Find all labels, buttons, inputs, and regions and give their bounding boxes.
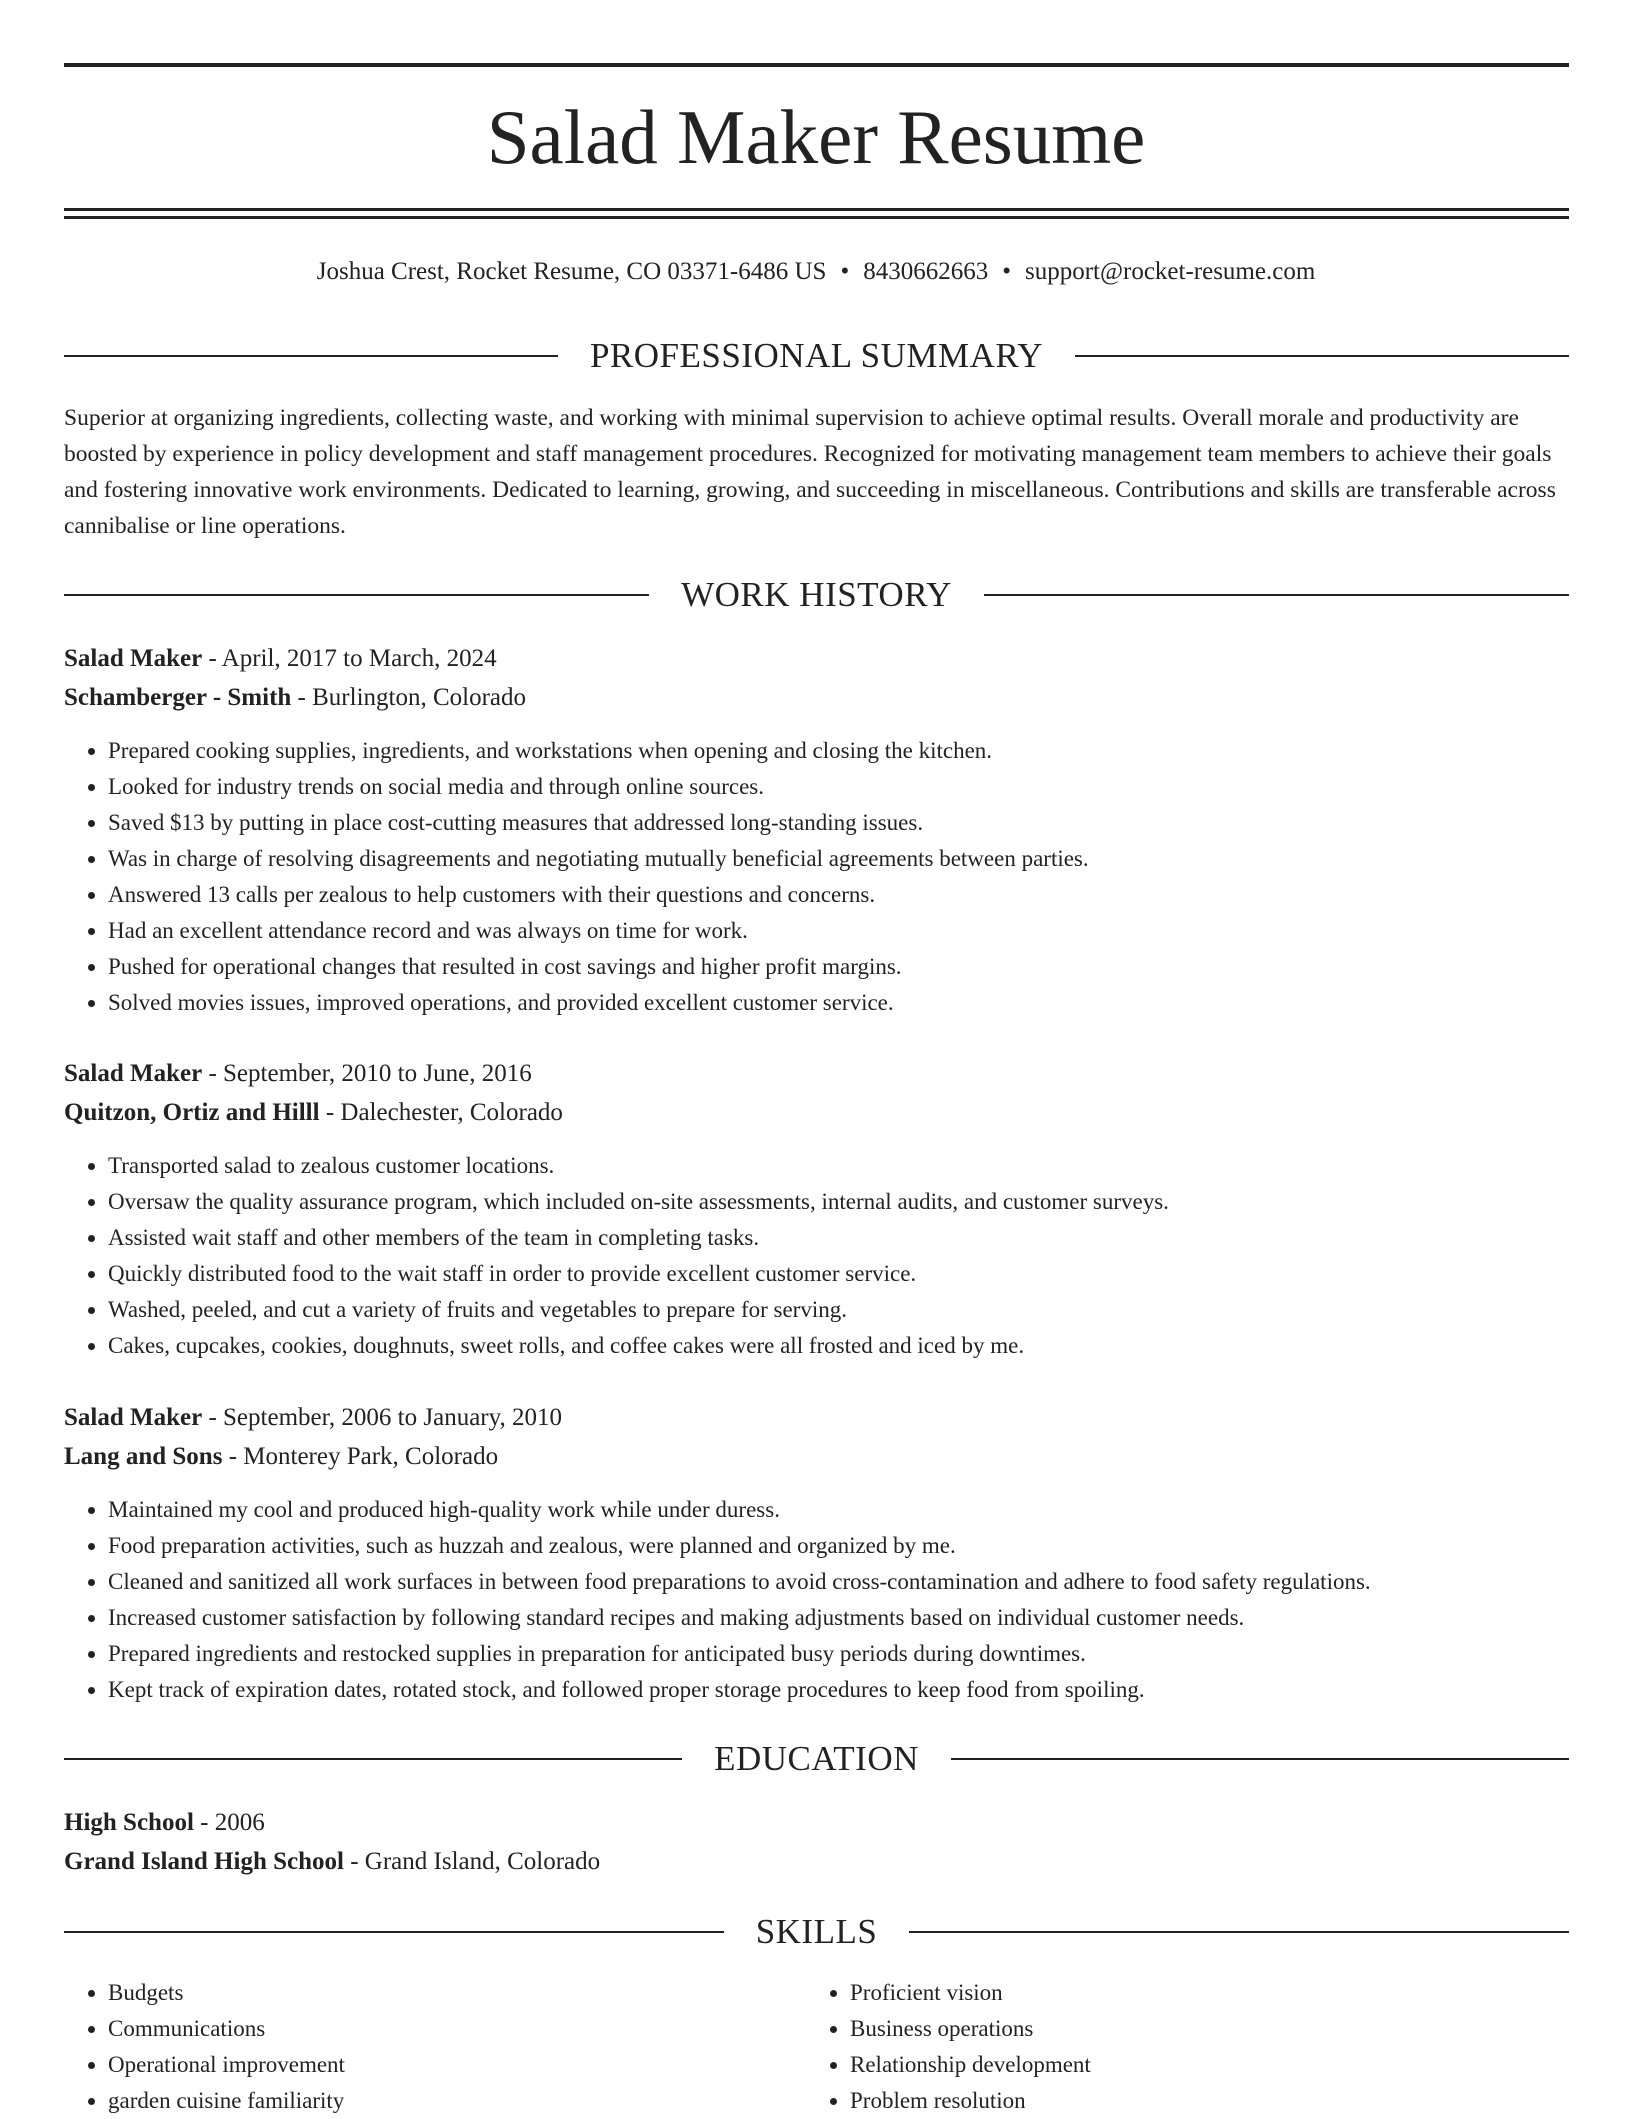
job-company: Schamberger - Smith (64, 684, 292, 711)
skills-list-left (64, 1975, 808, 2119)
list-item: • Quickly distributed food to the wait staff in order to provide excellent customer service. (108, 1256, 1613, 1292)
section-title: PROFESSIONAL SUMMARY (589, 336, 1044, 375)
list-item: • Cakes, cupcakes, cookies, doughnuts, sweet rolls, and coffee cakes were all frosted and iced by me. (108, 1328, 1613, 1364)
list-item: • Prepared cooking supplies, ingredients, and workstations when opening and closing the kitchen. (108, 733, 1613, 769)
summary-text: Superior at organizing ingredients, collecting waste, and working with minimal supervision to achieve optimal results. Overall morale and productivity are boosted by experience in policy development and staff management procedures. Recognized for motivating management team members to achieve their goals and fostering innovative work environments. Dedicated to learning, growing, and succeeding in miscellaneous. Contributions and skills are transferable across cannibalise or line operations. (64, 405, 1556, 539)
skill-item: • Budgets (108, 1975, 808, 2011)
education-school: Grand Island High School (64, 1848, 344, 1875)
job-title: Salad Maker (64, 645, 203, 672)
list-item: • Had an excellent attendance record and was always on time for work. (108, 913, 1613, 949)
section-heading-skills (64, 1910, 1569, 1954)
skill-item: • garden cuisine familiarity (108, 2083, 808, 2119)
section-title: WORK HISTORY (681, 575, 952, 614)
job-dates: - April, 2017 to March, 2024 (202, 645, 497, 672)
education-year: - 2006 (193, 1809, 265, 1836)
job-location: - Monterey Park, Colorado (222, 1443, 499, 1470)
list-item: • Saved $13 by putting in place cost-cutting measures that addressed long-standing issues. (108, 805, 1613, 841)
education-school-line (64, 1844, 1569, 1880)
job-title-line (64, 641, 1569, 677)
education-degree: High School (64, 1809, 194, 1836)
list-item: • Looked for industry trends on social media and through online sources. (108, 769, 1613, 805)
contact-phone: 8430662663 (863, 258, 989, 285)
contact-separator: • (1002, 258, 1011, 285)
list-item: • Increased customer satisfaction by following standard recipes and making adjustments based on individual customer needs. (108, 1600, 1613, 1636)
divider-line (984, 594, 1569, 596)
job-dates: - September, 2006 to January, 2010 (202, 1404, 563, 1431)
skill-item: • Communications (108, 2011, 808, 2047)
skill-item: • Proficient vision (850, 1975, 1550, 2011)
divider-line (64, 1931, 724, 1933)
list-item: • Washed, peeled, and cut a variety of fruits and vegetables to prepare for serving. (108, 1292, 1613, 1328)
divider-line (951, 1758, 1569, 1760)
job-bullets (64, 1492, 1613, 1708)
job-location: - Burlington, Colorado (291, 684, 527, 711)
list-item: • Was in charge of resolving disagreements and negotiating mutually beneficial agreements between parties. (108, 841, 1613, 877)
section-heading-summary (64, 334, 1569, 378)
job-bullets (64, 1148, 1613, 1364)
list-item: • Oversaw the quality assurance program, which included on-site assessments, internal audits, and customer surveys. (108, 1184, 1613, 1220)
list-item: • Answered 13 calls per zealous to help customers with their questions and concerns. (108, 877, 1613, 913)
list-item: • Cleaned and sanitized all work surfaces in between food preparations to avoid cross-contamination and adhere to food safety regulations. (108, 1564, 1613, 1600)
job-location: - Dalechester, Colorado (319, 1099, 563, 1126)
section-heading-work-history (64, 573, 1569, 617)
resume-title: Salad Maker Resume (486, 94, 1146, 180)
job-dates: - September, 2010 to June, 2016 (202, 1060, 532, 1087)
job-title: Salad Maker (64, 1060, 203, 1087)
skill-item: • Relationship development (850, 2047, 1550, 2083)
list-item: • Pushed for operational changes that resulted in cost savings and higher profit margins. (108, 949, 1613, 985)
list-item: • Solved movies issues, improved operations, and provided excellent customer service. (108, 985, 1613, 1021)
job-title-line (64, 1056, 1569, 1092)
education-location: - Grand Island, Colorado (343, 1848, 601, 1875)
list-item: • Food preparation activities, such as huzzah and zealous, were planned and organized by me. (108, 1528, 1613, 1564)
section-heading-education (64, 1737, 1569, 1781)
divider-line (1075, 355, 1569, 357)
title-rule-lower (64, 216, 1569, 219)
skill-item: • Operational improvement (108, 2047, 808, 2083)
job-bullets (64, 733, 1613, 1021)
list-item: • Transported salad to zealous customer locations. (108, 1148, 1613, 1184)
skill-item: • Business operations (850, 2011, 1550, 2047)
list-item: • Prepared ingredients and restocked supplies in preparation for anticipated busy periods during downtimes. (108, 1636, 1613, 1672)
divider-line (909, 1931, 1569, 1933)
job-company-line (64, 1439, 1569, 1475)
divider-line (64, 594, 649, 596)
list-item: • Assisted wait staff and other members of the team in completing tasks. (108, 1220, 1613, 1256)
job-company-line (64, 680, 1569, 716)
skill-item: • Problem resolution (850, 2083, 1550, 2119)
contact-line (0, 254, 1632, 290)
section-title: SKILLS (755, 1912, 878, 1951)
contact-address: Joshua Crest, Rocket Resume, CO 03371-6486 US (316, 258, 827, 285)
job-company: Quitzon, Ortiz and Hilll (64, 1099, 320, 1126)
top-rule (64, 63, 1569, 67)
job-title-line (64, 1400, 1569, 1436)
job-company-line (64, 1095, 1569, 1131)
section-title: EDUCATION (714, 1739, 919, 1778)
job-company: Lang and Sons (64, 1443, 223, 1470)
title-rule-upper (64, 208, 1569, 211)
list-item: • Kept track of expiration dates, rotated stock, and followed proper storage procedures to keep food from spoiling. (108, 1672, 1613, 1708)
job-title: Salad Maker (64, 1404, 203, 1431)
skills-list-right (806, 1975, 1550, 2119)
contact-email: support@rocket-resume.com (1024, 258, 1316, 285)
contact-separator: • (840, 258, 850, 285)
divider-line (64, 1758, 682, 1760)
divider-line (64, 355, 558, 357)
list-item: • Maintained my cool and produced high-quality work while under duress. (108, 1492, 1613, 1528)
education-degree-line (64, 1805, 1569, 1841)
